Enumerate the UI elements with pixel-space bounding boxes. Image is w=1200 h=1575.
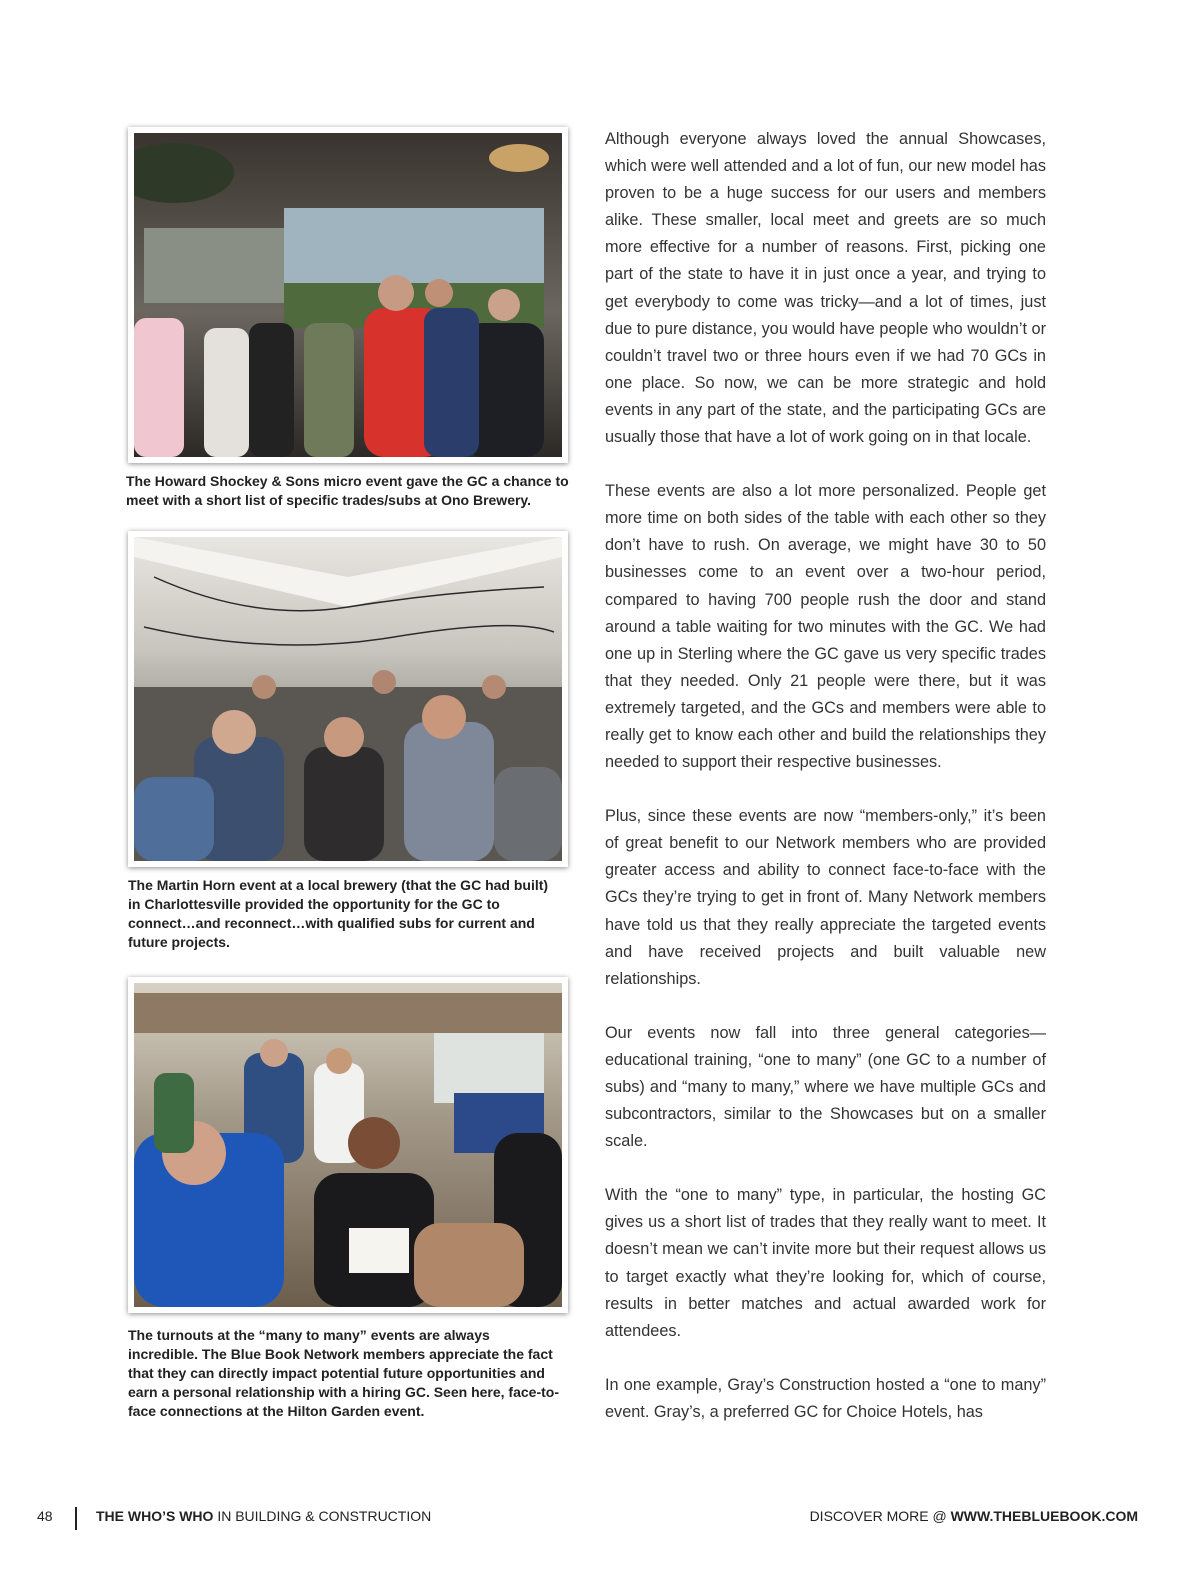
footer-divider [75,1507,77,1530]
photo-martin-horn-image [134,537,562,861]
article-paragraph-3: Plus, since these events are now “members-only,” it’s been of great benefit to our Network members who are provided greater access and ability to connect face-to-face with the GCs they’re trying to get in front of. Many Network members have told us that they really appreciate the targeted events and have received projects and built valuable new relationships. [605,807,1046,988]
article-paragraph-1: Although everyone always loved the annual Showcases, which were well attended and a lot of fun, our new model has proven to be a huge success for our users and members alike. These smaller, local meet and greets are so much more effective for a number of reasons. First, picking one part of the state to have it in just once a year, and trying to get everybody to come was tricky—and a lot of times, just due to pure distance, you would have people who wouldn’t or couldn’t travel two or three hours even if we had 70 GCs in one place. So now, we can be more strategic and hold events in any part of the state, and the participating GCs are usually those that have a lot of work going on in that locale. [605,130,1046,447]
article-paragraph-4: Our events now fall into three general categories—educational training, “one to many” (one GC to a number of subs) and “many to many,” where we have multiple GCs and subcontractors, similar to the Showcases but on a smaller scale. [605,1023,1046,1151]
photo-hilton-garden-image [134,983,562,1307]
photo-hilton-garden-caption: The turnouts at the “many to many” events are always incredible. The Blue Book Network members appreciate the fact that they can directly impact potential future opportunities and earn a personal relationship with a hiring GC. Seen here, face-to-face connections at the Hilton Garden event. [128,1327,559,1419]
publication-title [96,1508,431,1524]
photo-howard-shockey-event [128,127,568,463]
page-number: 48 [37,1508,53,1524]
article-paragraph-6: In one example, Gray’s Construction hosted a “one to many” event. Gray’s, a preferred GC for Choice Hotels, has [605,1375,1046,1421]
photo-martin-horn-caption: The Martin Horn event at a local brewery (that the GC had built) in Charlottesville provided the opportunity for the GC to connect…and reconnect…with qualified subs for current and future projects. [128,877,549,950]
article-body [605,126,1046,1453]
article-paragraph-5: With the “one to many” type, in particular, the hosting GC gives us a short list of trades that they really want to meet. It doesn’t mean we can’t invite more but their request allows us to target exactly what they’re looking for, which of course, results in better matches and actual awarded work for attendees. [605,1186,1046,1340]
discover-more [810,1508,1138,1524]
discover-prefix: DISCOVER MORE @ [809,1508,951,1524]
publication-title-bold: THE WHO’S WHO [96,1508,214,1524]
photo-hilton-garden-event [128,977,568,1313]
photo-martin-horn-event [128,531,568,867]
discover-url-link[interactable]: WWW.THEBLUEBOOK.COM [950,1508,1138,1524]
publication-title-rest: IN BUILDING & CONSTRUCTION [213,1508,432,1524]
photo-howard-shockey-caption: The Howard Shockey & Sons micro event gave the GC a chance to meet with a short list of specific trades/subs at Ono Brewery. [126,473,569,508]
article-paragraph-2: These events are also a lot more personalized. People get more time on both sides of the table with each other so they don’t have to rush. On average, we might have 30 to 50 businesses come to an event over a two-hour period, compared to having 700 people rush the door and stand around a table waiting for two minutes with the GC. We had one up in Sterling where the GC gave us very specific trades that they needed. Only 21 people were there, but it was extremely targeted, and the GCs and members were able to really get to know each other and build the relationships they needed to support their respective businesses. [605,482,1046,772]
photo-howard-shockey-image [134,133,562,457]
